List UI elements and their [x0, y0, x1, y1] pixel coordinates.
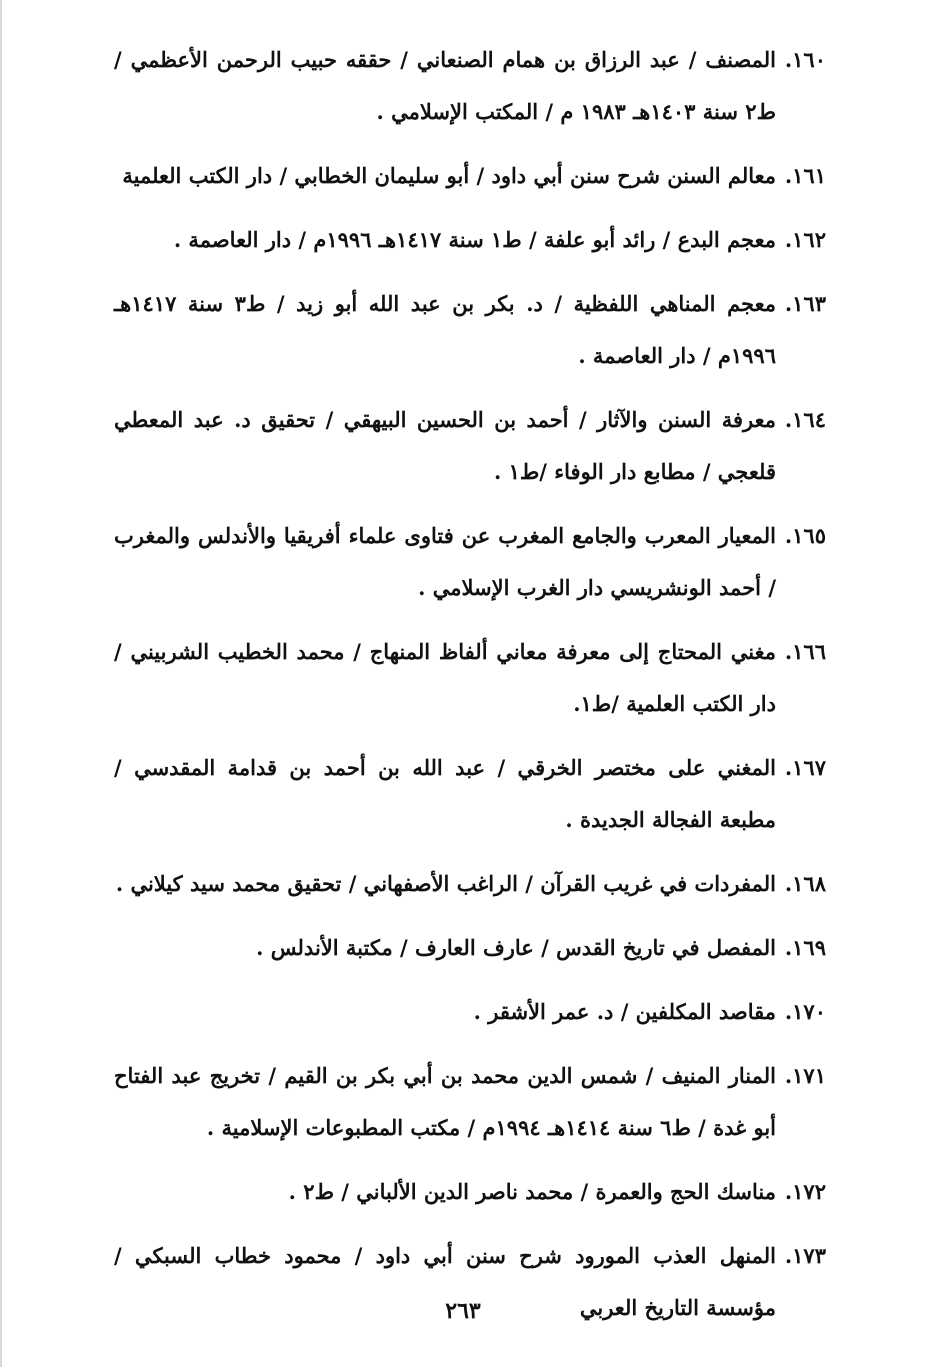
- bibliography-entry: [114, 742, 826, 846]
- entry-text: المصنف / عبد الرزاق بن همام الصنعاني / حققه حبيب الرحمن الأعظمي / ط٢ سنة ١٤٠٣هـ ١٩٨٣ م / المكتب الإسلامي .: [114, 47, 776, 124]
- entry-text: معجم البدع / رائد أبو علفة / ط١ سنة ١٤١٧هـ ١٩٩٦م / دار العاصمة .: [173, 227, 776, 252]
- entry-number: ١٦٢.: [784, 227, 826, 252]
- entry-text: مقاصد المكلفين / د. عمر الأشقر .: [473, 999, 776, 1024]
- entry-number: ١٦٠.: [784, 47, 826, 72]
- entry-number: ١٦٥.: [784, 523, 826, 548]
- entry-number: ١٧٠.: [784, 999, 826, 1024]
- bibliography-entry: [114, 1050, 826, 1154]
- entry-number: ١٦٣.: [784, 291, 826, 316]
- entry-number: ١٦٨.: [784, 871, 826, 896]
- entry-number: ١٧٣.: [784, 1243, 826, 1268]
- entry-number: ١٦٩.: [784, 935, 826, 960]
- bibliography-entry: [114, 214, 826, 266]
- entry-text: مناسك الحج والعمرة / محمد ناصر الدين الألباني / ط٢ .: [288, 1179, 776, 1204]
- page-edge-shadow: [0, 0, 2, 1367]
- bibliography-entry: [114, 858, 826, 910]
- bibliography-entry: [114, 278, 826, 382]
- entry-number: ١٦٦.: [784, 639, 826, 664]
- bibliography-entry: [114, 34, 826, 138]
- bibliography-entry: [114, 394, 826, 498]
- page-number: ٢٦٣: [445, 1298, 481, 1324]
- entry-text: المغني على مختصر الخرقي / عبد الله بن أحمد بن قدامة المقدسي / مطبعة الفجالة الجديدة .: [114, 755, 776, 832]
- entry-number: ١٧١.: [784, 1063, 826, 1088]
- entry-text: معرفة السنن والآثار / أحمد بن الحسين البيهقي / تحقيق د. عبد المعطي قلعجي / مطابع دار الوفاء /ط١ .: [114, 407, 776, 484]
- entry-text: المعيار المعرب والجامع المغرب عن فتاوى علماء أفريقيا والأندلس والمغرب / أحمد الونشريسي دار الغرب الإسلامي .: [114, 523, 776, 600]
- bibliography-entry: [114, 150, 826, 202]
- entry-text: المفصل في تاريخ القدس / عارف العارف / مكتبة الأندلس .: [256, 935, 776, 960]
- entry-text: المنار المنيف / شمس الدين محمد بن أبي بكر بن القيم / تخريج عبد الفتاح أبو غدة / ط٦ سنة ١٤١٤هـ ١٩٩٤م / مكتب المطبوعات الإسلامية .: [114, 1063, 776, 1140]
- bibliography-entry: [114, 922, 826, 974]
- bibliography-entry: [114, 510, 826, 614]
- entry-text: معالم السنن شرح سنن أبي داود / أبو سليمان الخطابي / دار الكتب العلمية: [122, 163, 776, 188]
- entry-text: المنهل العذب المورود شرح سنن أبي داود / محمود خطاب السبكي / مؤسسة التاريخ العربي: [114, 1243, 776, 1320]
- entry-text: معجم المناهي اللفظية / د. بكر بن عبد الله أبو زيد / ط٣ سنة ١٤١٧هـ ١٩٩٦م / دار العاصمة .: [114, 291, 776, 368]
- bibliography-entry: [114, 986, 826, 1038]
- entry-text: مغني المحتاج إلى معرفة معاني ألفاظ المنهاج / محمد الخطيب الشربيني / دار الكتب العلمية /ط١.: [114, 639, 776, 716]
- entry-text: المفردات في غريب القرآن / الراغب الأصفهاني / تحقيق محمد سيد كيلاني .: [115, 871, 776, 896]
- entry-number: ١٦٤.: [784, 407, 826, 432]
- bibliography-entry: [114, 626, 826, 730]
- entry-number: ١٧٢.: [784, 1179, 826, 1204]
- bibliography-list: [114, 34, 826, 1346]
- entry-number: ١٦١.: [784, 163, 826, 188]
- entry-number: ١٦٧.: [784, 755, 826, 780]
- bibliography-entry: [114, 1166, 826, 1218]
